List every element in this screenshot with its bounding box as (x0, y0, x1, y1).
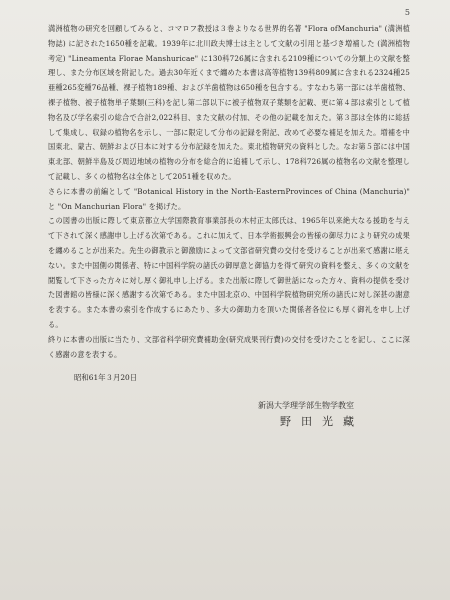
body-text (48, 22, 410, 362)
text-line: くまで纏めた本書は高等植物139科809属に含まれる2324種25亜種265変種76品種、裸子植物189種、 (48, 68, 410, 93)
text-line: この図書の出版に際して東京都立大学国際教育事業部長の木村正太郎氏は、1965年以来絶 (48, 216, 351, 226)
author-affiliation: 新潟大学理学部生物学教室 (258, 401, 354, 411)
text-line: 満洲植物の研究を回顧してみると、コマロフ教授は３巻よりなる世界的名著 "Flora of (48, 24, 338, 33)
text-line: 御厚意と御協力を得て研究の資料を整え、多くの文献を閲覧して下さった方々に対し厚く御礼 (48, 260, 411, 285)
text-line: さらに本書の前編として "Botanical History in the North-Eastern (48, 186, 286, 196)
author-name: 野田光藏 (280, 415, 364, 429)
text-line: に含まれる2109種についての分類上の文献を整理し、また分布区域を附記した。過去30年近 (48, 53, 410, 78)
paragraph (48, 22, 410, 185)
text-line: た。なお第５部には中国東北部、朝鮮半島及び周辺地域の植物の分布を総合的に追補して示し、 (48, 142, 410, 167)
text-line: Provinces of China (Manchuria)" と "On Manchurian Flora" を掲げた。 (48, 186, 410, 211)
text-line: Manchuria" (満洲植物誌) に記された1650種を記載。1939年に北川政夫博士は主として文献の引 (48, 24, 410, 48)
text-line: 178科726属の植物名の文献を整理して記載し、多くの植物名は全体として2051種を収めた。 (48, 157, 410, 181)
signature-block (258, 398, 410, 430)
text-line: ことを記し、ここに深く感謝の意を表する。 (48, 334, 410, 359)
document-date: 昭和61年３月20日 (74, 373, 138, 383)
page-number: 5 (404, 8, 410, 17)
text-line: する次第である。また中国北京の、中国科学院植物研究所の諸氏に対し深甚の謝意を表する。 (48, 290, 410, 315)
text-line: 大なる援助を与えて下されて深く感謝申し上げる次第である。これに加えて、日本学術振興会の皆 (48, 216, 410, 241)
paragraph (48, 333, 410, 363)
paragraph (48, 214, 410, 332)
text-line: および羊歯植物は650種を包含する。すなわち第一部には羊歯植物、裸子植物、被子植物単子葉 (48, 83, 410, 107)
text-line: 学名索引の総合で合計2,022科目、また文献の付加、その他の記載を加えた。第３部は全体的に総括 (77, 112, 410, 122)
text-line: 用と基づき増補した (満洲植物考定) "Lineamenta Florae Manshuricae" に130科726属 (48, 38, 411, 63)
text-line: して集成し、収録の植物名を示し、一部に限定して分布の記録を附記、改めて必要な補足を加えた。 (48, 127, 381, 137)
text-line: 費の交付を受けることが出来て感謝に堪えない。また中国側の関係者、特に中国科学院の諸氏の (48, 245, 410, 270)
text-line: 様の御尽力により研究の成果を纏めることが出来た。先生の御教示と御激励によって文部省研究 (48, 231, 411, 255)
text-line: 終りに本書の出版に当たり、文部省科学研究費補助金(研究成果刊行費)の交付を受けた (48, 334, 336, 344)
text-line: 増補を中国東北、蒙古、朝鮮および日本に対する分布記録を加えた。東北植物研究の資料とし (48, 127, 410, 152)
text-line: 類(三科)を記し第二部以下に被子植物双子葉類を記載、更に第４部は索引として植物名及び (48, 97, 411, 122)
text-line: 申し上げる。また出版に際して御世話になった方々、資料の提供を受けた図書館の皆様に深く感謝 (48, 275, 410, 300)
text-line: また本書の索引を作成するにあたり、多大の御助力を頂いた関係者各位にも厚く御礼を申し上げる。 (48, 305, 410, 329)
paragraph (48, 185, 410, 215)
